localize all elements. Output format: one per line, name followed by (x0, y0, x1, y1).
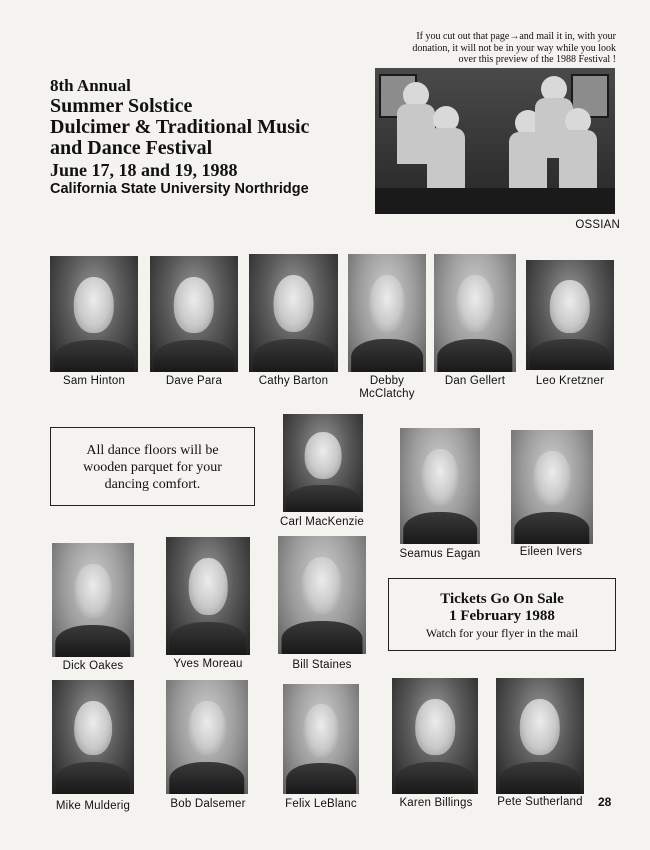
festival-title-block (50, 76, 370, 199)
tickets-line-3: Watch for your flyer in the mail (425, 626, 579, 640)
title-line-1: Summer Solstice (50, 95, 193, 117)
photo-dan-gellert (434, 254, 516, 372)
caption-leo-kretzner: Leo Kretzner (535, 375, 605, 387)
band-caption: OSSIAN (575, 219, 620, 231)
title-line-2: Dulcimer & Traditional Music (50, 116, 310, 138)
caption-felix-leblanc: Felix LeBlanc (285, 798, 357, 810)
caption-karen-billings: Karen Billings (399, 797, 473, 809)
caption-eileen-ivers: Eileen Ivers (519, 546, 583, 558)
caption-debby-line-2: McClatchy (359, 388, 415, 400)
annual-label: 8th Annual (50, 76, 131, 95)
caption-seamus-eagan: Seamus Eagan (399, 548, 481, 560)
photo-bob-dalsemer (166, 680, 248, 794)
photo-cathy-barton (249, 254, 338, 372)
photo-leo-kretzner (526, 260, 614, 370)
photo-debby-mcclatchy (348, 254, 426, 372)
photo-bill-staines (278, 536, 366, 654)
photo-mike-mulderig (52, 680, 134, 794)
photo-seamus-eagan (400, 428, 480, 544)
photo-eileen-ivers (511, 430, 593, 544)
caption-yves-moreau: Yves Moreau (173, 658, 243, 670)
tickets-notice (388, 578, 616, 651)
caption-debby-mcclatchy (345, 375, 429, 401)
festival-venue: California State University Northridge (50, 181, 309, 197)
dance-line-3: dancing comfort. (104, 477, 201, 492)
page-number: 28 (598, 795, 612, 809)
dance-floor-notice (50, 427, 255, 506)
caption-bob-dalsemer: Bob Dalsemer (170, 798, 246, 810)
tickets-line-2: 1 February 1988 (449, 608, 555, 624)
caption-dave-para: Dave Para (165, 375, 223, 387)
photo-pete-sutherland (496, 678, 584, 794)
note-line-3: over this preview of the 1988 Festival ! (458, 54, 616, 65)
caption-dan-gellert: Dan Gellert (444, 375, 506, 387)
note-line-2: donation, it will not be in your way while you look (412, 42, 616, 54)
caption-mike-mulderig: Mike Mulderig (55, 800, 131, 812)
tickets-line-1: Tickets Go On Sale (440, 591, 564, 607)
caption-pete-sutherland: Pete Sutherland (497, 796, 583, 808)
caption-carl-mackenzie: Carl MacKenzie (280, 516, 364, 528)
band-photo (375, 68, 615, 214)
note-line-1: If you cut out that page→and mail it in, with your (416, 31, 616, 42)
cutout-note (372, 31, 616, 66)
caption-debby-line-1: Debby (369, 375, 405, 387)
dance-line-1: All dance floors will be (86, 443, 219, 458)
caption-cathy-barton: Cathy Barton (258, 375, 329, 387)
photo-yves-moreau (166, 537, 250, 655)
dance-line-2: wooden parquet for your (83, 460, 222, 475)
festival-dates: June 17, 18 and 19, 1988 (50, 160, 238, 180)
caption-bill-staines: Bill Staines (292, 659, 352, 671)
photo-karen-billings (392, 678, 478, 794)
photo-dick-oakes (52, 543, 134, 657)
title-line-3: and Dance Festival (50, 137, 213, 159)
caption-sam-hinton: Sam Hinton (62, 375, 126, 387)
caption-dick-oakes: Dick Oakes (62, 660, 124, 672)
photo-carl-mackenzie (283, 414, 363, 512)
photo-sam-hinton (50, 256, 138, 372)
photo-dave-para (150, 256, 238, 372)
photo-felix-leblanc (283, 684, 359, 794)
